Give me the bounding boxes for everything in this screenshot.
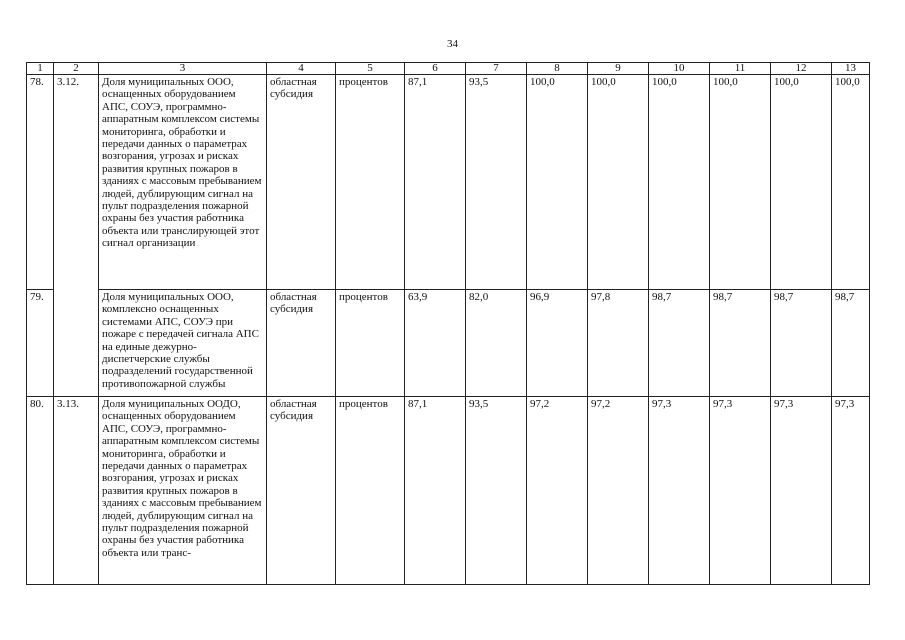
value-cell: 100,0 <box>710 75 771 290</box>
column-header: 7 <box>466 63 527 75</box>
value-cell: 96,9 <box>527 290 588 397</box>
column-header: 6 <box>405 63 466 75</box>
funding-source: областная субсидия <box>267 75 336 290</box>
value-cell: 97,2 <box>527 397 588 585</box>
funding-source: областная субсидия <box>267 290 336 397</box>
row-number: 79. <box>27 290 54 397</box>
table-row <box>27 397 870 585</box>
unit: процентов <box>336 290 405 397</box>
column-header: 3 <box>99 63 267 75</box>
page-bottom-margin <box>0 600 905 640</box>
value-cell: 97,3 <box>649 397 710 585</box>
value-cell: 98,7 <box>649 290 710 397</box>
indicator-text: Доля муниципальных ООДО, оснащенных оборудованием АПС, СОУЭ, программно-аппаратным комплексом системы мониторинга, обработки и передачи данных о параметрах возгорания, угрозах и рисках развития крупных пожаров в зданиях с массовым пребыванием людей, дублирующим сигнал на пульт подразделения пожарной охраны без участия работника объекта или транс- <box>99 397 267 585</box>
value-cell: 98,7 <box>771 290 832 397</box>
column-header: 5 <box>336 63 405 75</box>
value-cell: 82,0 <box>466 290 527 397</box>
table-row <box>27 75 870 290</box>
value-cell: 100,0 <box>832 75 870 290</box>
value-cell: 97,2 <box>588 397 649 585</box>
page-number: 34 <box>447 38 458 50</box>
value-cell: 100,0 <box>527 75 588 290</box>
value-cell: 97,3 <box>771 397 832 585</box>
measure-code: 3.12. <box>54 75 99 397</box>
row-number: 80. <box>27 397 54 585</box>
indicator-text: Доля муниципальных ООО, комплексно оснащенных системами АПС, СОУЭ при пожаре с передачей сигнала АПС на единые дежурно-диспетчерские службы подразделений государственной противопожарной службы <box>99 290 267 397</box>
value-cell: 87,1 <box>405 397 466 585</box>
row-number: 78. <box>27 75 54 290</box>
column-header: 11 <box>710 63 771 75</box>
column-header: 9 <box>588 63 649 75</box>
column-header: 1 <box>27 63 54 75</box>
value-cell: 97,3 <box>710 397 771 585</box>
funding-source: областная субсидия <box>267 397 336 585</box>
column-header: 13 <box>832 63 870 75</box>
column-header: 4 <box>267 63 336 75</box>
column-header: 10 <box>649 63 710 75</box>
column-header: 8 <box>527 63 588 75</box>
measure-code: 3.13. <box>54 397 99 585</box>
value-cell: 100,0 <box>588 75 649 290</box>
column-header: 2 <box>54 63 99 75</box>
value-cell: 93,5 <box>466 75 527 290</box>
indicator-table <box>26 62 870 585</box>
indicator-text: Доля муниципальных ООО, оснащенных оборудованием АПС, СОУЭ, программно-аппаратным комплексом системы мониторинга, обработки и передачи данных о параметрах возгорания, угрозах и рисках развития крупных пожаров в зданиях с массовым пребыванием людей, дублирующим сигнал на пульт подразделения пожарной охраны без участия работника объекта или транслирующей этот сигнал организации <box>99 75 267 290</box>
value-cell: 100,0 <box>771 75 832 290</box>
value-cell: 98,7 <box>710 290 771 397</box>
value-cell: 98,7 <box>832 290 870 397</box>
table-row <box>27 290 870 397</box>
unit: процентов <box>336 75 405 290</box>
value-cell: 97,3 <box>832 397 870 585</box>
value-cell: 100,0 <box>649 75 710 290</box>
unit: процентов <box>336 397 405 585</box>
column-header: 12 <box>771 63 832 75</box>
value-cell: 63,9 <box>405 290 466 397</box>
header-row <box>27 63 870 75</box>
value-cell: 87,1 <box>405 75 466 290</box>
value-cell: 97,8 <box>588 290 649 397</box>
value-cell: 93,5 <box>466 397 527 585</box>
